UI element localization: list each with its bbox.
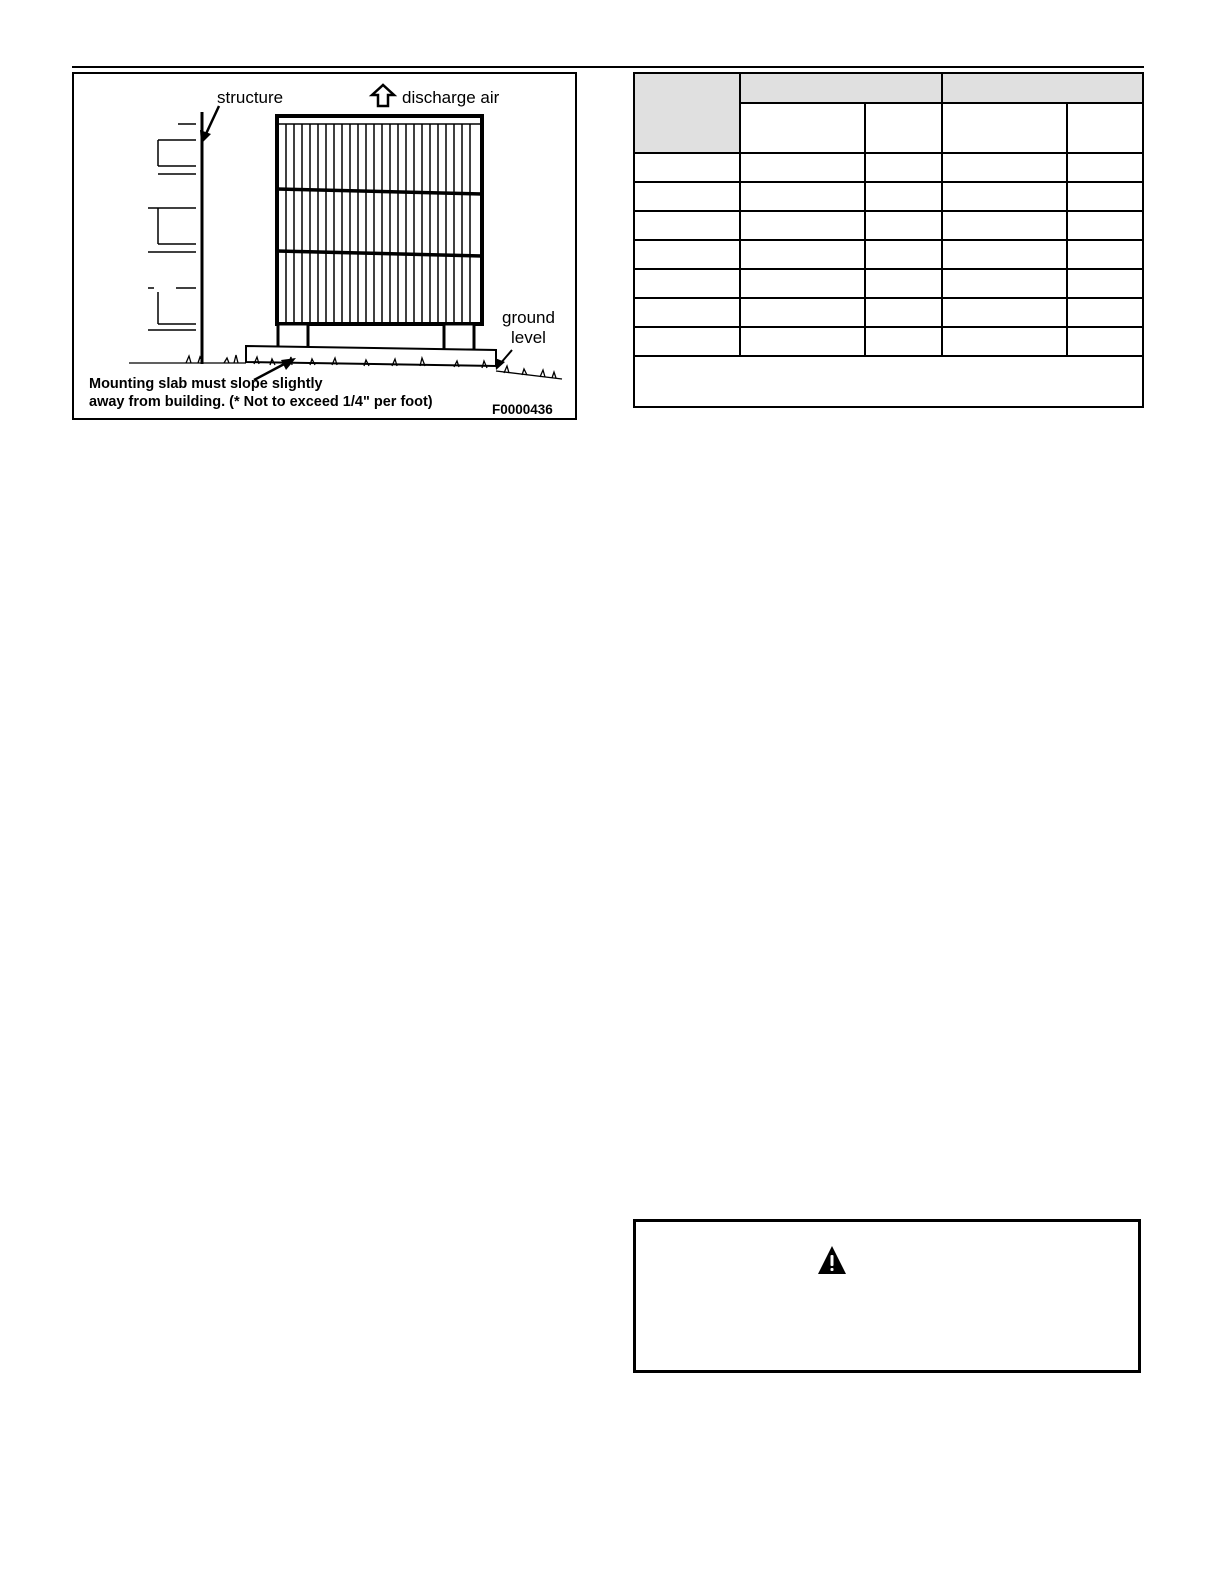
table-cell (865, 211, 942, 240)
table-cell (740, 153, 865, 182)
discharge-air-label: discharge air (402, 88, 500, 107)
table-row (634, 240, 1143, 269)
table-cell (865, 240, 942, 269)
warning-box (633, 1219, 1141, 1373)
table-footnote (634, 356, 1143, 407)
spec-table (633, 72, 1144, 408)
warning-triangle-icon (816, 1244, 848, 1276)
table-cell (942, 211, 1067, 240)
table-cell (1067, 153, 1143, 182)
table-cell (634, 240, 740, 269)
table-cell (740, 211, 865, 240)
table-cell (865, 327, 942, 356)
group-header-cell (740, 73, 942, 103)
table-cell (634, 153, 740, 182)
table-cell (740, 269, 865, 298)
table-row (634, 182, 1143, 211)
header-rule (72, 66, 1144, 68)
ground-level-label: ground level (502, 308, 555, 347)
subheader-cell (942, 103, 1067, 153)
table-cell (634, 211, 740, 240)
table-cell (740, 182, 865, 211)
table-cell (1067, 211, 1143, 240)
table-row (634, 269, 1143, 298)
table-row (634, 153, 1143, 182)
up-arrow-icon (372, 85, 394, 106)
table-cell (1067, 182, 1143, 211)
table-footnote-row (634, 356, 1143, 407)
structure-label: structure (217, 88, 284, 107)
arrow-icon (495, 350, 512, 370)
slab-note-line2: away from building. (* Not to exceed 1/4" per foot) (89, 394, 433, 410)
table-cell (942, 269, 1067, 298)
table-cell (1067, 269, 1143, 298)
unit-illustration (74, 74, 579, 422)
table-cell (634, 182, 740, 211)
table-cell (740, 327, 865, 356)
table-row (634, 327, 1143, 356)
table-cell (740, 240, 865, 269)
table-row (634, 298, 1143, 327)
subheader-cell (865, 103, 942, 153)
condensing-unit (277, 116, 482, 350)
table-cell (865, 153, 942, 182)
table-cell (942, 327, 1067, 356)
table-cell (634, 298, 740, 327)
installation-figure (72, 72, 577, 420)
table-cell (634, 269, 740, 298)
figure-code: F0000436 (492, 402, 553, 417)
table-cell (1067, 327, 1143, 356)
table-cell (942, 182, 1067, 211)
table-header-row (634, 73, 1143, 103)
table-row (634, 211, 1143, 240)
subheader-cell (740, 103, 865, 153)
table-cell (942, 240, 1067, 269)
table-cell (1067, 298, 1143, 327)
table-cell (634, 327, 740, 356)
table-cell (865, 298, 942, 327)
table-cell (1067, 240, 1143, 269)
table-cell (740, 298, 865, 327)
table-cell (865, 269, 942, 298)
group-header-cell (942, 73, 1143, 103)
table-cell (942, 153, 1067, 182)
corner-header-cell (634, 73, 740, 153)
slab-note-line1: Mounting slab must slope slightly (89, 376, 323, 392)
subheader-cell (1067, 103, 1143, 153)
table-cell (865, 182, 942, 211)
table-cell (942, 298, 1067, 327)
